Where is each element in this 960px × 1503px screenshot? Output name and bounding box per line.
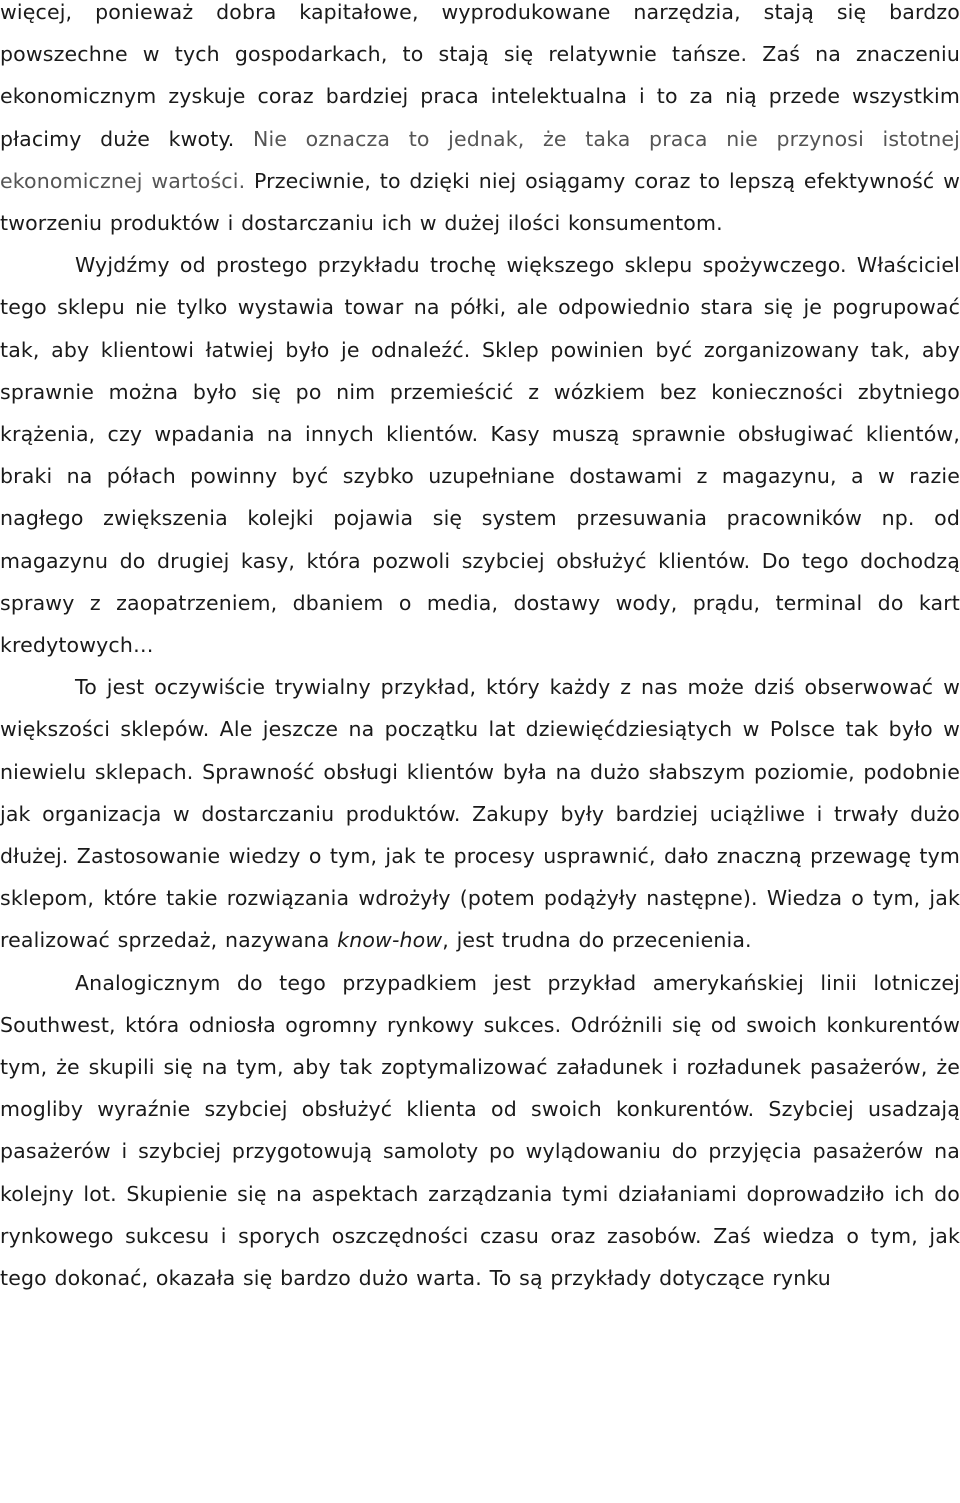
text-segment: Przeciwnie, to dzięki niej osiągamy coraz to lepszą efektywność w tworzeniu produktów i dostarczaniu ich w dużej ilości konsumentom. <box>0 168 960 236</box>
paragraph-4 <box>0 962 960 1300</box>
text-segment: więcej, ponieważ dobra kapitałowe, wyprodukowane narzędzia, stają się bardzo powszechne w tych gospodarkach, to stają się relatywnie tańsze. Zaś na znaczeniu ekonomicznym zyskuje coraz bardziej praca intelektualna i to za nią przede wszystkim płacimy duże kwoty. <box>0 0 960 151</box>
paragraph-3 <box>0 666 960 961</box>
text-segment: Analogicznym do tego przypadkiem jest przykład amerykańskiej linii lotniczej Southwest, która odniosła ogromny rynkowy sukces. Odróżnili się od swoich konkurentów tym, że skupili się na tym, aby tak zoptymalizować załadunek i rozładunek pasażerów, że mogliby wyraźnie szybciej obsłużyć klienta od swoich konkurentów. Szybciej usadzają pasażerów i szybciej przygotowują samoloty po wylądowaniu do przyjęcia pasażerów na kolejny lot. Skupienie się na aspektach zarządzania tymi działaniami doprowadziło ich do rynkowego sukcesu i sporych oszczędności czasu oraz zasobów. Zaś wiedza o tym, jak tego dokonać, okazała się bardzo dużo warta. To są przykłady dotyczące rynku <box>0 970 960 1291</box>
text-segment: To jest oczywiście trywialny przykład, który każdy z nas może dziś obserwować w większości sklepów. Ale jeszcze na początku lat dziewięćdziesiątych w Polsce tak było w niewielu sklepach. Sprawność obsługi klientów była na dużo słabszym poziomie, podobnie jak organizacja w dostarczaniu produktów. Zakupy były bardziej uciążliwe i trwały dużo dłużej. Zastosowanie wiedzy o tym, jak te procesy usprawnić, dało znaczną przewagę tym sklepom, które takie rozwiązania wdrożyły (potem podążyły następne). Wiedza o tym, jak realizować sprzedaż, nazywana <box>0 675 960 953</box>
foreign-term: know-how <box>337 928 443 953</box>
text-segment: , jest trudna do przecenienia. <box>442 928 752 953</box>
text-segment: Wyjdźmy od prostego przykładu trochę większego sklepu spożywczego. Właściciel tego sklepu nie tylko wystawia towar na półki, ale odpowiednio stara się je pogrupować tak, aby klientowi łatwiej było je odnaleźć. Sklep powinien być zorganizowany tak, aby sprawnie można było się po nim przemieścić z wózkiem bez konieczności zbytniego krążenia, czy wpadania na innych klientów. Kasy muszą sprawnie obsługiwać klientów, braki na półach powinny być szybko uzupełniane dostawami z magazynu, a w razie nagłego zwiększenia kolejki pojawia się system przesuwania pracowników np. od magazynu do drugiej kasy, która pozwoli szybciej obsłużyć klientów. Do tego dochodzą sprawy z zaopatrzeniem, dbaniem o media, dostawy wody, prądu, terminal do kart kredytowych… <box>0 253 960 658</box>
text-segment: Nie oznacza to jednak, że taka praca nie przynosi istotnej ekonomicznej wartości. <box>0 126 960 193</box>
paragraph-1 <box>0 0 960 244</box>
paragraph-2 <box>0 244 960 666</box>
